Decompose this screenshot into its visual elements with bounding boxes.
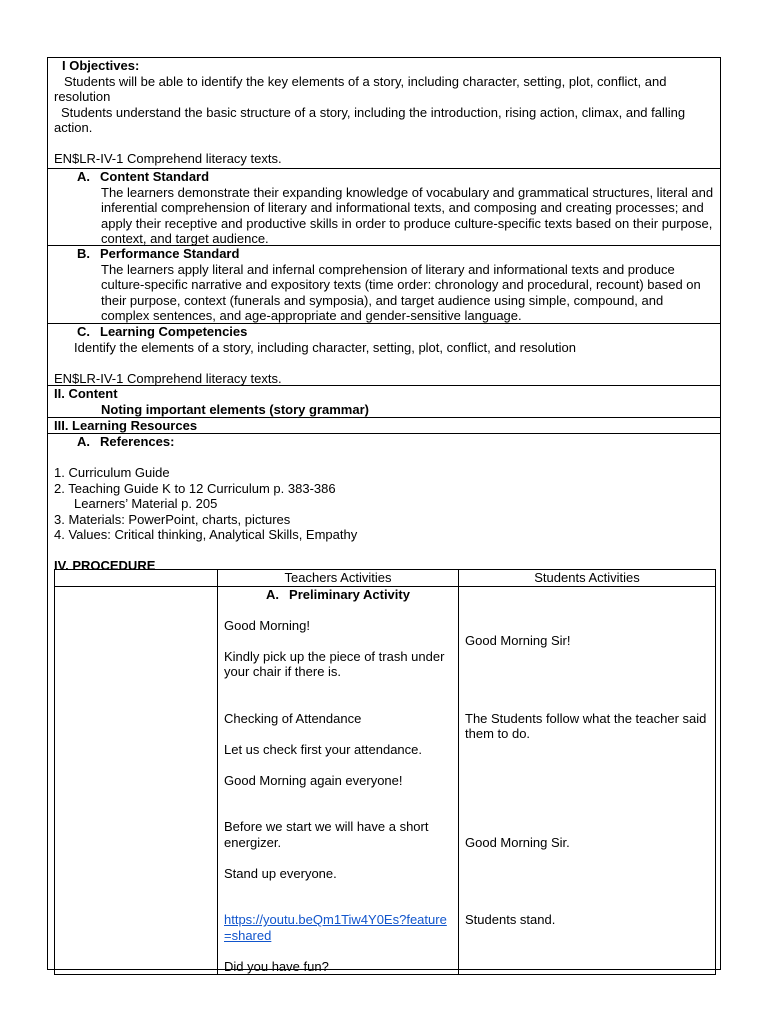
objectives-heading: I Objectives: [62, 58, 140, 73]
teacher-line: Kindly pick up the piece of trash under your chair if there is. [224, 648, 445, 679]
teacher-activities-header: Teachers Activities [218, 570, 459, 587]
content-standard-title: Content Standard [100, 169, 210, 184]
performance-standard-section [48, 246, 720, 324]
reference-item: 2. Teaching Guide K to 12 Curriculum p. 383-386 [54, 480, 336, 496]
learning-resources-heading-row [48, 418, 720, 434]
objectives-code: EN$LR-IV-1 Comprehend literacy texts. [54, 151, 282, 166]
activity-letter: A. [266, 586, 280, 602]
content-topic: Noting important elements (story grammar) [101, 401, 369, 417]
performance-standard-letter: B. [77, 246, 90, 261]
student-line: Good Morning Sir! [465, 633, 571, 648]
teacher-line: Good Morning again everyone! [224, 772, 403, 788]
student-line: The Students follow what the teacher said them to do. [465, 710, 707, 741]
procedure-blank-header [55, 570, 218, 587]
activity-title: Preliminary Activity [289, 586, 410, 602]
performance-standard-text: The learners apply literal and infernal comprehension of literary and informational texts and produce culture-specific narrative and expository texts (time order: chronology and procedural, recount) based on their purpose, context (funerals and symposia), and target audience using simple, compound, and complex sentences, and age-appropriate and gender-sensitive language. [101, 261, 701, 323]
content-standard-letter: A. [77, 169, 90, 184]
learning-competencies-letter: C. [77, 324, 90, 339]
procedure-table [54, 569, 716, 975]
reference-item: Learners’ Material p. 205 [74, 496, 218, 511]
student-line: Students stand. [465, 912, 556, 927]
reference-item: 3. Materials: PowerPoint, charts, pictures [54, 511, 291, 527]
procedure-header-row [55, 570, 716, 587]
teacher-line: Before we start we will have a short energizer. [224, 819, 429, 850]
teacher-line: Good Morning! [224, 617, 310, 633]
lesson-plan-page [47, 57, 721, 974]
content-heading: II. Content [54, 386, 118, 401]
content-section [48, 386, 720, 418]
content-standard-text: The learners demonstrate their expanding knowledge of vocabulary and grammatical structures, literal and inferential comprehension of literary and informational texts, and composing and creating processes; and apply their receptive and productive skills in order to produce culture-specific texts based on their purpose, context, and target audience. [101, 184, 714, 246]
performance-standard-title: Performance Standard [100, 246, 240, 261]
teacher-activities-cell [218, 586, 459, 975]
procedure-phase-cell [55, 586, 218, 975]
learning-competencies-text: Identify the elements of a story, including character, setting, plot, conflict, and resolution [74, 339, 576, 355]
objective-1: Students will be able to identify the key elements of a story, including character, setting, plot, conflict, and resolution [54, 73, 667, 104]
student-activities-cell [459, 586, 716, 975]
references-title: References: [100, 434, 175, 449]
student-line: Good Morning Sir. [465, 834, 570, 850]
reference-item: 1. Curriculum Guide [54, 465, 170, 480]
energizer-video-link[interactable]: https://youtu.beQm1Tiw4Y0Es?feature=shared [224, 912, 447, 943]
procedure-body-row [55, 586, 716, 975]
teacher-line: Stand up everyone. [224, 865, 337, 881]
references-section [48, 434, 720, 574]
references-letter: A. [77, 434, 90, 449]
procedure-heading: IV. PROCEDURE [54, 558, 156, 573]
objective-2: Students understand the basic structure of a story, including the introduction, rising action, climax, and falling action. [54, 104, 686, 135]
learning-competencies-title: Learning Competencies [100, 324, 248, 339]
objectives-section [48, 58, 720, 169]
student-activities-header: Students Activities [459, 570, 716, 587]
learning-competencies-section [48, 324, 720, 386]
learning-competencies-code: EN$LR-IV-1 Comprehend literacy texts. [54, 370, 282, 386]
learning-resources-heading: III. Learning Resources [54, 418, 198, 433]
teacher-line: Checking of Attendance [224, 710, 362, 726]
content-standard-section [48, 169, 720, 246]
teacher-line: Let us check first your attendance. [224, 741, 422, 757]
teacher-line: Did you have fun? [224, 958, 329, 974]
reference-item: 4. Values: Critical thinking, Analytical Skills, Empathy [54, 527, 358, 542]
